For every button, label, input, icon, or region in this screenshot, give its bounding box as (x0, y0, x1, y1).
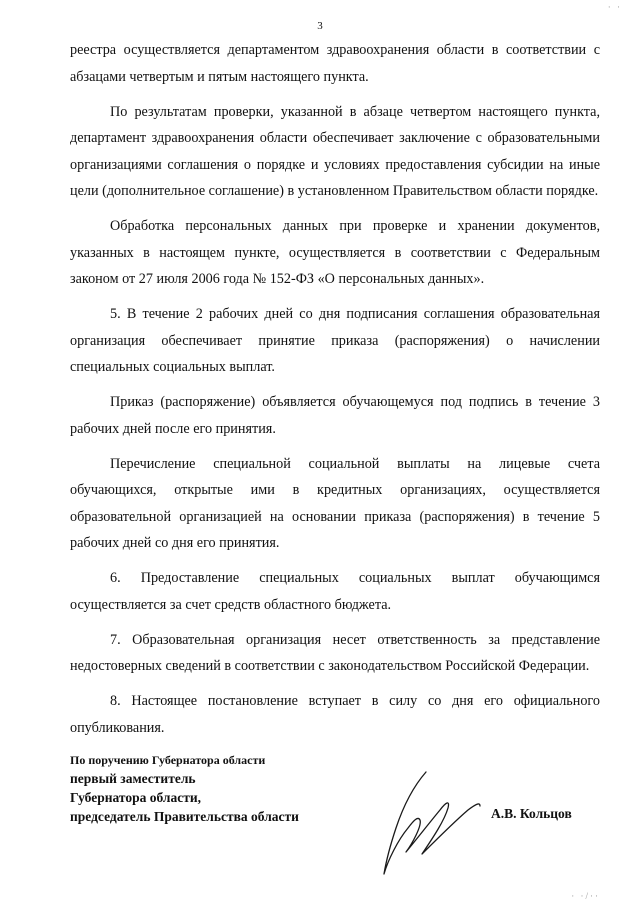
document-body (70, 37, 600, 741)
paragraph-order-announcement: Приказ (распоряжение) объявляется обучающемуся под подпись в течение 3 рабочих дней после его принятия. (70, 394, 600, 437)
paragraph-item-6: 6. Предоставление специальных социальных выплат обучающимся осуществляется за счет средств областного бюджета. (70, 570, 600, 613)
signatory-position-line: председатель Правительства области (70, 809, 299, 824)
scan-mark-bottom: · ·/·· (571, 891, 600, 901)
signatory-position-line: Губернатора области, (70, 790, 201, 805)
paragraph-continuation: реестра осуществляется департаментом здравоохранения области в соответствии с абзацами четвертым и пятым настоящего пункта. (70, 42, 600, 85)
paragraph-verification-agreement: По результатам проверки, указанной в абзаце четвертом настоящего пункта, департамент здравоохранения области обеспечивает заключение с образовательными организациями соглашения о порядке и условиях предоставления субсидии на иные цели (дополнительное соглашение) в установленном Правительством области порядке. (70, 103, 600, 199)
paragraph-item-8: 8. Настоящее постановление вступает в силу со дня его официального опубликования. (70, 693, 600, 736)
paragraph-item-5: 5. В течение 2 рабочих дней со дня подписания соглашения образовательная организация обеспечивает принятие приказа (распоряжения) о начислении специальных социальных выплат. (70, 306, 600, 375)
paragraph-payment-transfer: Перечисление специальной социальной выплаты на лицевые счета обучающихся, открытые ими в кредитных организациях, осуществляется образовательной организацией на основании приказа (распоряжения) в течение 5 рабочих дней со дня его принятия. (70, 455, 600, 551)
page-number: 3 (317, 20, 323, 32)
signatory-title-block (70, 752, 299, 826)
paragraph-item-7: 7. Образовательная организация несет ответственность за представление недостоверных сведений в соответствии с законодательством Российской Федерации. (70, 631, 600, 674)
signatory-name: А.В. Кольцов (491, 806, 572, 821)
handwritten-signature (368, 770, 488, 880)
signatory-authority-line: По поручению Губернатора области (70, 753, 266, 767)
signatory-position-line: первый заместитель (70, 771, 196, 786)
scan-mark-top: · · (607, 2, 622, 12)
paragraph-personal-data: Обработка персональных данных при проверке и хранении документов, указанных в настоящем пункте, осуществляется в соответствии с Федеральным законом от 27 июля 2006 года № 152-ФЗ «О персональных данных». (70, 218, 600, 287)
